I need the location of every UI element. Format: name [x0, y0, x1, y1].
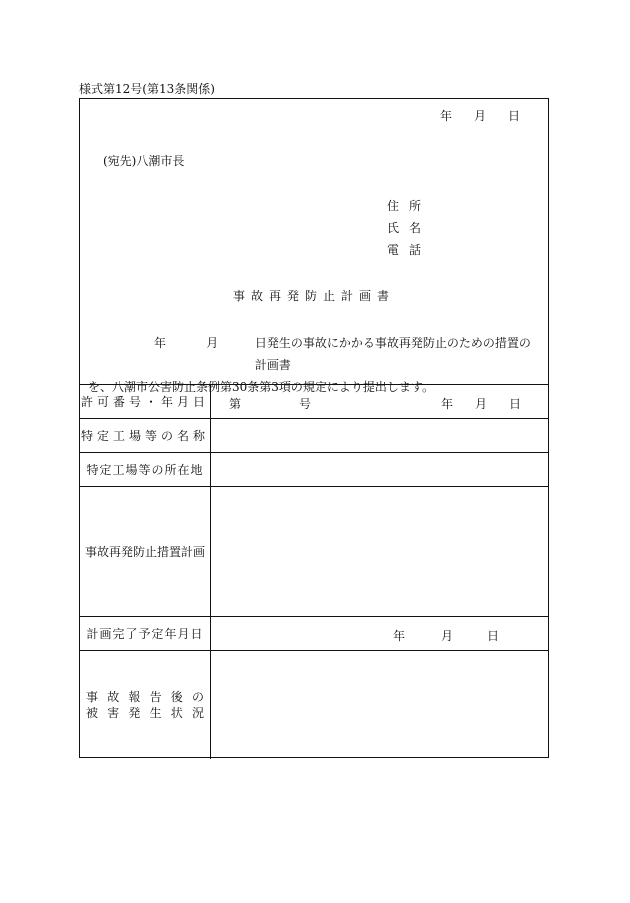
completion-day: 日 — [487, 629, 500, 643]
permit-year: 年 — [441, 397, 454, 411]
body-year: 年 — [154, 336, 167, 350]
facility-name-label: 特定工場等の名称 — [80, 419, 211, 452]
row-completion — [80, 617, 548, 651]
permit-go: 号 — [299, 397, 312, 411]
permit-day: 日 — [509, 397, 522, 411]
measures-value[interactable] — [211, 487, 548, 616]
body-line-1-rest: 日発生の事故にかかる事故再発防止のための措置の計画書 — [254, 336, 531, 372]
header-date-year: 年 — [439, 109, 452, 123]
row-facility-location — [80, 453, 548, 487]
completion-month: 月 — [441, 629, 454, 643]
header-date — [440, 107, 520, 124]
completion-label: 計画完了予定年月日 — [80, 617, 211, 650]
permit-dai: 第 — [229, 397, 242, 411]
row-measures — [80, 487, 548, 617]
body-line-1 — [88, 332, 540, 376]
applicant-block — [387, 197, 431, 263]
completion-value[interactable] — [211, 617, 548, 650]
applicant-address-label: 住所 — [387, 199, 432, 213]
facility-location-value[interactable] — [211, 453, 548, 486]
measures-label: 事故再発防止措置計画 — [80, 487, 211, 616]
document-title: 事故再発防止計画書 — [232, 289, 395, 303]
body-line-2: を、八潮市公害防止条例第30条第3項の規定により提出します。 — [88, 380, 434, 394]
damage-label — [80, 651, 211, 759]
damage-value[interactable] — [211, 651, 548, 759]
row-permit — [80, 385, 548, 419]
header-date-month: 月 — [473, 109, 486, 123]
body-month: 月 — [206, 336, 219, 350]
addressee: (宛先)八潮市長 — [103, 154, 185, 168]
form-frame — [79, 98, 549, 758]
completion-year: 年 — [393, 629, 406, 643]
row-facility-name — [80, 419, 548, 453]
form-table — [80, 384, 548, 759]
facility-location-label: 特定工場等の所在地 — [80, 453, 211, 486]
form-number: 様式第12号(第13条関係) — [79, 82, 215, 96]
applicant-name-label: 氏名 — [387, 221, 432, 235]
damage-label-line-2: 被 害 発 生 状 況 — [86, 706, 204, 720]
applicant-phone-label: 電話 — [387, 243, 432, 257]
damage-label-line-1: 事 故 報 告 後 の — [86, 690, 204, 704]
facility-name-value[interactable] — [211, 419, 548, 452]
permit-month: 月 — [475, 397, 488, 411]
permit-value[interactable] — [211, 385, 548, 418]
row-damage — [80, 651, 548, 759]
header-date-day: 日 — [507, 109, 520, 123]
permit-label: 許可番号・年月日 — [80, 385, 211, 418]
